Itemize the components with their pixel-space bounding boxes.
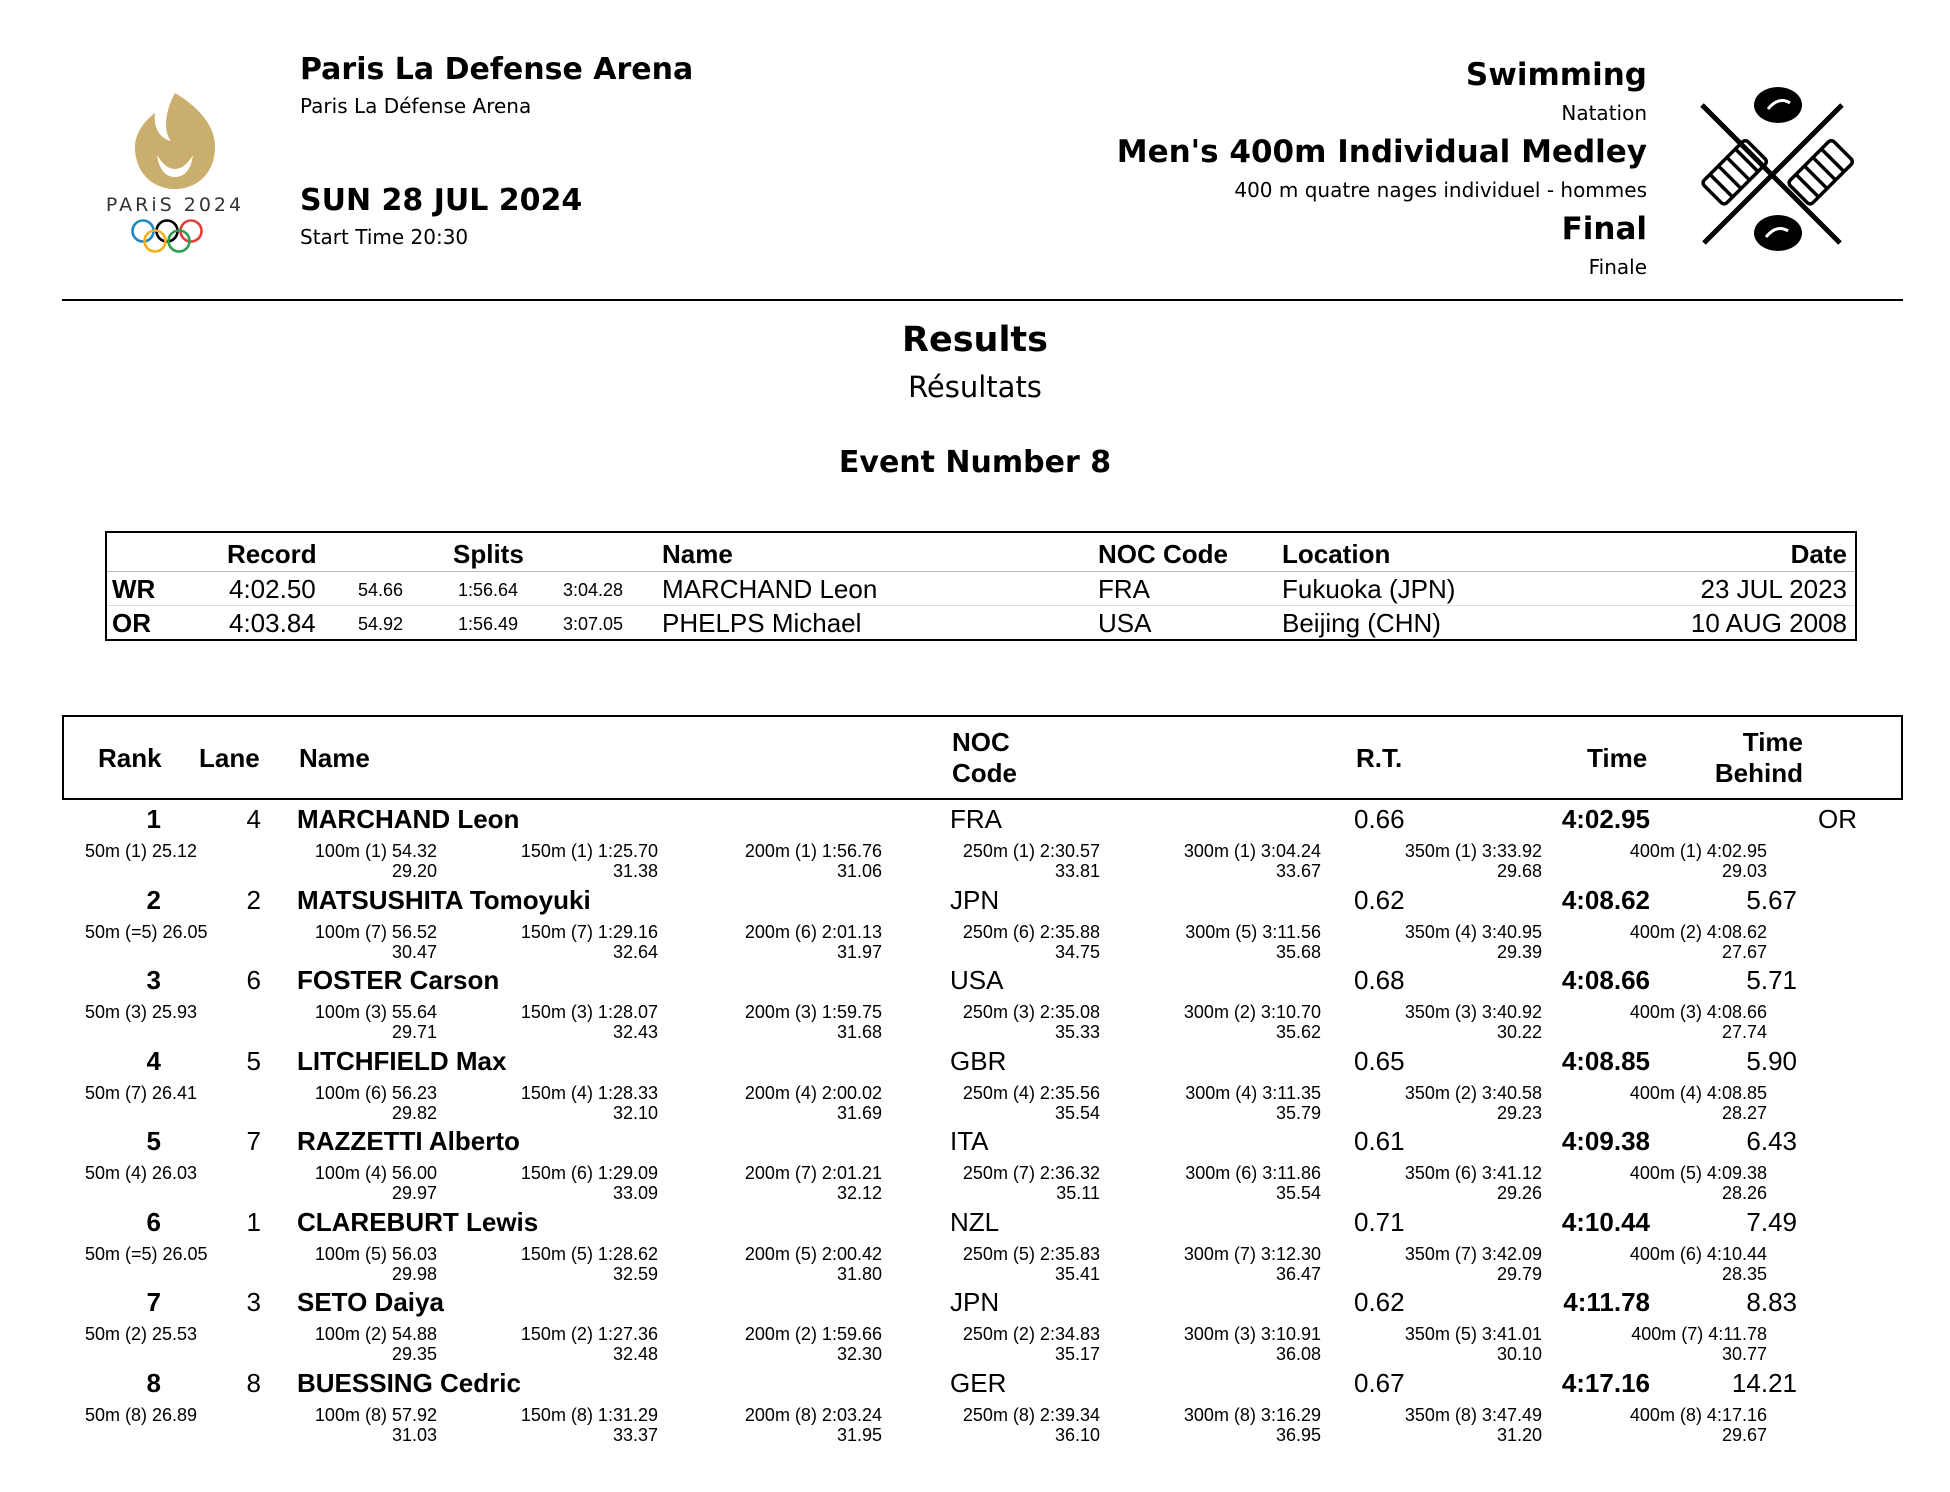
split-cell [1185, 922, 1321, 962]
split-lap: 31.06 [836, 861, 882, 881]
athlete-name: MATSUSHITA Tomoyuki [297, 884, 591, 915]
split-cell [315, 1405, 437, 1445]
record-split: 54.66 [358, 580, 404, 600]
reaction-time: 0.62 [1354, 1287, 1405, 1317]
record-noc: USA [1098, 608, 1152, 638]
split-lap: 30.77 [1721, 1344, 1767, 1364]
split-cumulative: 350m (1) 3:33.92 [1404, 841, 1542, 861]
athlete-name: RAZZETTI Alberto [297, 1126, 520, 1156]
split-cumulative: 200m (7) 2:01.21 [744, 1163, 882, 1183]
split-lap: 30.22 [1496, 1022, 1542, 1042]
split-cumulative: 300m (7) 3:12.30 [1183, 1243, 1321, 1264]
split-lap: 29.03 [1721, 861, 1767, 881]
result-row [0, 1283, 1950, 1364]
split-cell [1405, 1405, 1542, 1445]
split-lap: 29.20 [391, 861, 437, 881]
split-cell [315, 922, 437, 962]
athlete-name: BUESSING Cedric [297, 1367, 521, 1398]
split-cell [963, 1083, 1100, 1123]
records-header-noc: NOC Code [1098, 539, 1228, 569]
split-lap: 27.74 [1721, 1022, 1767, 1042]
split-lap: 35.41 [1054, 1263, 1100, 1284]
split-cell [1405, 1002, 1542, 1042]
split-lap: 32.64 [612, 941, 658, 962]
time-behind: 5.71 [1746, 965, 1797, 995]
split-lap: 31.38 [612, 861, 658, 881]
logo-text: PARiS 2024 [105, 194, 245, 216]
split-lap: 32.12 [836, 1183, 882, 1203]
reaction-time: 0.61 [1354, 1126, 1405, 1156]
split-cell [521, 1002, 658, 1042]
split-lap: 35.54 [1275, 1183, 1321, 1203]
split-cell [315, 1002, 437, 1042]
split-50m: 50m (=5) 26.05 [85, 1243, 208, 1264]
split-lap: 29.35 [391, 1344, 437, 1364]
noc-code: ITA [950, 1126, 989, 1156]
split-lap: 36.08 [1275, 1344, 1321, 1364]
reaction-time: 0.71 [1354, 1206, 1405, 1237]
swimming-pictogram-icon [1690, 85, 1865, 260]
rank: 7 [146, 1287, 161, 1317]
split-lap: 35.79 [1275, 1102, 1321, 1123]
split-cell [521, 1324, 658, 1364]
split-lap: 36.47 [1275, 1263, 1321, 1284]
split-lap: 34.75 [1054, 941, 1100, 962]
split-cumulative: 300m (3) 3:10.91 [1183, 1324, 1321, 1344]
split-lap: 30.10 [1496, 1344, 1542, 1364]
lane: 8 [246, 1367, 261, 1398]
split-cell [745, 1244, 882, 1284]
split-cumulative: 250m (2) 2:34.83 [962, 1324, 1100, 1344]
split-cumulative: 250m (1) 2:30.57 [962, 841, 1100, 861]
split-cumulative: 250m (7) 2:36.32 [962, 1163, 1100, 1183]
split-lap: 35.68 [1275, 941, 1321, 962]
record-note: OR [1818, 804, 1857, 834]
athlete-name: CLAREBURT Lewis [297, 1206, 539, 1237]
rank: 5 [146, 1126, 161, 1156]
lane: 6 [246, 965, 261, 995]
reaction-time: 0.66 [1354, 804, 1405, 834]
split-cumulative: 150m (4) 1:28.33 [520, 1082, 658, 1103]
lane: 2 [246, 884, 261, 915]
split-lap: 32.30 [836, 1344, 882, 1364]
split-lap: 29.97 [391, 1183, 437, 1203]
split-cell [1630, 841, 1767, 881]
split-lap: 35.17 [1054, 1344, 1100, 1364]
lane: 5 [246, 1045, 261, 1076]
split-cell [1405, 1083, 1542, 1123]
sport-name: Swimming [1465, 57, 1647, 93]
noc-code: NZL [950, 1206, 1000, 1237]
time-behind: 8.83 [1746, 1287, 1797, 1317]
reaction-time: 0.67 [1354, 1367, 1405, 1398]
record-split: 3:07.05 [563, 614, 624, 634]
split-lap: 32.59 [612, 1263, 658, 1284]
split-cell [1630, 1083, 1767, 1123]
split-cumulative: 350m (5) 3:41.01 [1404, 1324, 1542, 1344]
split-cumulative: 100m (8) 57.92 [314, 1404, 437, 1425]
split-lap: 31.97 [836, 941, 882, 962]
lane: 4 [246, 804, 261, 834]
split-cell [1630, 1163, 1767, 1203]
split-cumulative: 150m (1) 1:25.70 [520, 841, 658, 861]
records-table [105, 531, 1857, 641]
noc-code: GBR [950, 1045, 1007, 1076]
split-cell [963, 1244, 1100, 1284]
split-cell [1630, 1002, 1767, 1042]
split-cell [1631, 1324, 1767, 1364]
split-cumulative: 200m (1) 1:56.76 [744, 841, 882, 861]
record-holder: PHELPS Michael [662, 608, 862, 638]
split-cumulative: 200m (5) 2:00.42 [744, 1243, 882, 1264]
split-cumulative: 400m (8) 4:17.16 [1629, 1404, 1767, 1425]
split-cumulative: 400m (4) 4:08.85 [1629, 1082, 1767, 1103]
split-lap: 31.20 [1496, 1424, 1542, 1445]
split-cumulative: 150m (3) 1:28.07 [520, 1002, 658, 1022]
split-cumulative: 200m (6) 2:01.13 [744, 921, 882, 942]
rank: 4 [146, 1045, 161, 1076]
split-lap: 35.11 [1056, 1183, 1100, 1203]
split-cell [1185, 1083, 1321, 1123]
split-cell [1630, 922, 1767, 962]
split-cell [1184, 1405, 1321, 1445]
split-cell [963, 1405, 1100, 1445]
split-cumulative: 250m (8) 2:39.34 [962, 1404, 1100, 1425]
split-cell [1630, 1405, 1767, 1445]
split-lap: 35.33 [1054, 1022, 1100, 1042]
final-time: 4:10.44 [1561, 1206, 1650, 1237]
record-location: Beijing (CHN) [1282, 608, 1441, 638]
results-title: Results [902, 320, 1048, 360]
event-name-fr: 400 m quatre nages individuel - hommes [1234, 178, 1647, 202]
split-cumulative: 150m (6) 1:29.09 [520, 1163, 658, 1183]
split-lap: 35.62 [1275, 1022, 1321, 1042]
split-lap: 32.43 [612, 1022, 658, 1042]
time-behind: 7.49 [1746, 1206, 1797, 1237]
venue-name: Paris La Defense Arena [300, 52, 694, 87]
noc-code: JPN [950, 1287, 1000, 1317]
split-cumulative: 100m (1) 54.32 [314, 841, 437, 861]
time-behind: 6.43 [1746, 1126, 1797, 1156]
final-time: 4:17.16 [1561, 1367, 1650, 1398]
split-cell [963, 1002, 1100, 1042]
split-lap: 31.69 [836, 1102, 882, 1123]
result-row [0, 1042, 1950, 1123]
split-cell [1405, 841, 1542, 881]
split-50m: 50m (4) 26.03 [85, 1163, 198, 1183]
split-lap: 29.71 [391, 1022, 437, 1042]
rank: 1 [146, 804, 161, 834]
result-row [0, 881, 1950, 962]
split-lap: 33.09 [612, 1183, 658, 1203]
records-header-location: Location [1282, 539, 1391, 569]
split-cell [1405, 1324, 1542, 1364]
split-cumulative: 400m (5) 4:09.38 [1629, 1163, 1767, 1183]
paris-2024-logo [95, 85, 255, 260]
records-header-record: Record [227, 539, 317, 569]
reaction-time: 0.68 [1354, 965, 1405, 995]
records-header-date: Date [1790, 539, 1847, 569]
split-cumulative: 100m (5) 56.03 [314, 1243, 437, 1264]
split-cell [745, 841, 882, 881]
reaction-time: 0.65 [1354, 1045, 1405, 1076]
record-split: 1:56.49 [458, 614, 519, 634]
record-type: OR [112, 608, 151, 638]
record-date: 10 AUG 2008 [1690, 608, 1847, 638]
split-cumulative: 250m (6) 2:35.88 [962, 921, 1100, 942]
split-lap: 29.82 [391, 1102, 437, 1123]
split-cumulative: 400m (3) 4:08.66 [1629, 1002, 1767, 1022]
split-lap: 29.23 [1496, 1102, 1542, 1123]
venue-name-fr: Paris La Défense Arena [300, 94, 532, 118]
records-header-name: Name [662, 539, 733, 569]
header-reaction-time: R.T. [1356, 743, 1403, 773]
final-time: 4:08.85 [1561, 1045, 1650, 1076]
split-cumulative: 100m (7) 56.52 [314, 921, 437, 942]
split-cell [521, 1244, 658, 1284]
split-lap: 29.26 [1496, 1183, 1542, 1203]
split-cumulative: 200m (4) 2:00.02 [744, 1082, 882, 1103]
split-cumulative: 250m (3) 2:35.08 [962, 1002, 1100, 1022]
split-cell [1405, 1244, 1542, 1284]
record-split: 54.92 [358, 614, 404, 634]
split-cell [315, 841, 437, 881]
phase-name-fr: Finale [1588, 255, 1647, 279]
records-row-rule [107, 605, 1855, 606]
split-cumulative: 250m (5) 2:35.83 [962, 1243, 1100, 1264]
split-cumulative: 350m (3) 3:40.92 [1404, 1002, 1542, 1022]
time-behind: 5.90 [1746, 1045, 1797, 1076]
header-time: Time [1587, 743, 1648, 773]
split-cell [963, 922, 1100, 962]
header-name: Name [299, 743, 370, 773]
split-cumulative: 150m (5) 1:28.62 [520, 1243, 658, 1264]
split-lap: 31.03 [391, 1424, 437, 1445]
split-cumulative: 350m (8) 3:47.49 [1404, 1404, 1542, 1425]
split-cell [1405, 922, 1542, 962]
split-cell [315, 1244, 437, 1284]
split-lap: 28.26 [1721, 1183, 1767, 1203]
header-time-behind: Time [1742, 727, 1803, 757]
split-cell [315, 1163, 437, 1203]
split-cumulative: 300m (1) 3:04.24 [1183, 841, 1321, 861]
time-behind: 5.67 [1746, 884, 1797, 915]
split-lap: 30.47 [391, 941, 437, 962]
rank: 3 [146, 965, 161, 995]
split-cell [1185, 1163, 1321, 1203]
rank: 8 [146, 1367, 161, 1398]
sport-name-fr: Natation [1561, 101, 1647, 125]
header-lane: Lane [199, 743, 260, 773]
split-cumulative: 350m (7) 3:42.09 [1404, 1243, 1542, 1264]
record-time: 4:03.84 [229, 608, 316, 638]
result-row [0, 1203, 1950, 1284]
final-time: 4:08.62 [1561, 884, 1650, 915]
event-date: SUN 28 JUL 2024 [300, 183, 583, 218]
split-lap: 36.10 [1054, 1424, 1100, 1445]
athlete-name: MARCHAND Leon [297, 804, 520, 834]
split-cell [1184, 1324, 1321, 1364]
split-cell [1184, 1244, 1321, 1284]
split-lap: 33.81 [1054, 861, 1100, 881]
split-cumulative: 150m (8) 1:31.29 [520, 1404, 658, 1425]
noc-code: JPN [950, 884, 1000, 915]
split-cell [521, 841, 658, 881]
record-noc: FRA [1098, 574, 1150, 604]
final-time: 4:11.78 [1563, 1287, 1650, 1317]
olympic-rings-icon [133, 221, 202, 252]
final-time: 4:08.66 [1561, 965, 1650, 995]
split-cumulative: 150m (2) 1:27.36 [520, 1324, 658, 1344]
event-name: Men's 400m Individual Medley [1116, 134, 1647, 170]
lane: 7 [246, 1126, 261, 1156]
time-behind: 14.21 [1731, 1367, 1797, 1398]
split-lap: 28.27 [1721, 1102, 1767, 1123]
split-50m: 50m (7) 26.41 [85, 1082, 198, 1103]
split-lap: 35.54 [1054, 1102, 1100, 1123]
split-cumulative: 200m (3) 1:59.75 [744, 1002, 882, 1022]
split-cell [521, 1163, 658, 1203]
split-lap: 27.67 [1721, 941, 1767, 962]
phase-name: Final [1561, 211, 1647, 247]
results-title-fr: Résultats [908, 370, 1042, 404]
split-cumulative: 400m (7) 4:11.78 [1631, 1324, 1767, 1344]
split-cumulative: 200m (8) 2:03.24 [744, 1404, 882, 1425]
split-cumulative: 200m (2) 1:59.66 [744, 1324, 882, 1344]
split-lap: 28.35 [1721, 1263, 1767, 1284]
split-cell [745, 1405, 882, 1445]
noc-code: USA [950, 965, 1004, 995]
header-time-behind-2: Behind [1714, 758, 1803, 788]
split-cumulative: 150m (7) 1:29.16 [520, 921, 658, 942]
split-cumulative: 400m (1) 4:02.95 [1629, 841, 1767, 861]
split-cumulative: 100m (6) 56.23 [314, 1082, 437, 1103]
athlete-name: SETO Daiya [297, 1287, 444, 1317]
header-rank: Rank [98, 743, 162, 773]
split-lap: 29.68 [1496, 861, 1542, 881]
record-type: WR [112, 574, 156, 604]
result-row [0, 1122, 1950, 1203]
split-cumulative: 300m (6) 3:11.86 [1185, 1163, 1321, 1183]
start-time: Start Time 20:30 [300, 225, 469, 249]
split-cell [521, 1083, 658, 1123]
split-cumulative: 400m (2) 4:08.62 [1629, 921, 1767, 942]
record-split: 1:56.64 [458, 580, 519, 600]
split-cell [745, 1163, 882, 1203]
split-50m: 50m (1) 25.12 [85, 841, 198, 861]
split-lap: 29.98 [391, 1263, 437, 1284]
split-cell [963, 841, 1100, 881]
split-lap: 31.68 [836, 1022, 882, 1042]
lane: 3 [246, 1287, 261, 1317]
split-cumulative: 300m (8) 3:16.29 [1183, 1404, 1321, 1425]
split-lap: 31.95 [836, 1424, 882, 1445]
header-noc-code: Code [952, 758, 1017, 788]
split-lap: 33.67 [1275, 861, 1321, 881]
header-noc: NOC [952, 727, 1010, 757]
split-cell [745, 1083, 882, 1123]
split-cell [745, 1002, 882, 1042]
split-cell [963, 1324, 1100, 1364]
split-lap: 31.80 [836, 1263, 882, 1284]
split-cumulative: 250m (4) 2:35.56 [962, 1082, 1100, 1103]
reaction-time: 0.62 [1354, 884, 1405, 915]
final-time: 4:02.95 [1561, 804, 1650, 834]
split-cell [521, 922, 658, 962]
split-cumulative: 100m (3) 55.64 [314, 1002, 437, 1022]
result-row [0, 800, 1950, 881]
record-split: 3:04.28 [563, 580, 624, 600]
split-cell [521, 1405, 658, 1445]
final-time: 4:09.38 [1561, 1126, 1650, 1156]
split-cumulative: 300m (5) 3:11.56 [1185, 921, 1321, 942]
split-lap: 36.95 [1275, 1424, 1321, 1445]
split-lap: 29.67 [1721, 1424, 1767, 1445]
lane: 1 [246, 1206, 261, 1237]
results-table-header [62, 715, 1903, 800]
split-cell [315, 1324, 437, 1364]
split-cell [315, 1083, 437, 1123]
rank: 2 [146, 884, 161, 915]
split-cell [963, 1163, 1100, 1203]
event-number: Event Number 8 [838, 445, 1112, 480]
split-lap: 29.39 [1496, 941, 1542, 962]
split-50m: 50m (3) 25.93 [85, 1002, 198, 1022]
split-cumulative: 350m (2) 3:40.58 [1404, 1082, 1542, 1103]
records-header-splits: Splits [453, 539, 524, 569]
split-lap: 32.48 [612, 1344, 658, 1364]
records-header-rule [107, 571, 1855, 572]
header-divider [62, 299, 1903, 301]
result-row [0, 961, 1950, 1042]
split-cumulative: 100m (2) 54.88 [314, 1324, 437, 1344]
athlete-name: LITCHFIELD Max [297, 1045, 507, 1076]
result-row [0, 1364, 1950, 1445]
split-cumulative: 100m (4) 56.00 [314, 1163, 437, 1183]
split-cumulative: 300m (4) 3:11.35 [1185, 1082, 1321, 1103]
athlete-name: FOSTER Carson [297, 965, 500, 995]
rank: 6 [146, 1206, 161, 1237]
split-cell [745, 1324, 882, 1364]
split-cumulative: 350m (6) 3:41.12 [1404, 1163, 1542, 1183]
split-cell [745, 922, 882, 962]
results-table-body [0, 800, 1950, 1460]
split-cell [1630, 1244, 1767, 1284]
split-cell [1184, 1002, 1321, 1042]
noc-code: GER [950, 1367, 1007, 1398]
split-50m: 50m (8) 26.89 [85, 1404, 198, 1425]
split-lap: 33.37 [612, 1424, 658, 1445]
split-lap: 29.79 [1496, 1263, 1542, 1284]
record-date: 23 JUL 2023 [1700, 574, 1847, 604]
split-cumulative: 400m (6) 4:10.44 [1629, 1243, 1767, 1264]
split-50m: 50m (=5) 26.05 [85, 921, 208, 942]
split-cumulative: 300m (2) 3:10.70 [1183, 1002, 1321, 1022]
record-holder: MARCHAND Leon [662, 574, 878, 604]
record-location: Fukuoka (JPN) [1282, 574, 1456, 604]
split-cell [1405, 1163, 1542, 1203]
split-lap: 32.10 [612, 1102, 658, 1123]
split-50m: 50m (2) 25.53 [85, 1324, 198, 1344]
split-cell [1184, 841, 1321, 881]
record-time: 4:02.50 [229, 574, 316, 604]
split-cumulative: 350m (4) 3:40.95 [1404, 921, 1542, 942]
noc-code: FRA [950, 804, 1002, 834]
